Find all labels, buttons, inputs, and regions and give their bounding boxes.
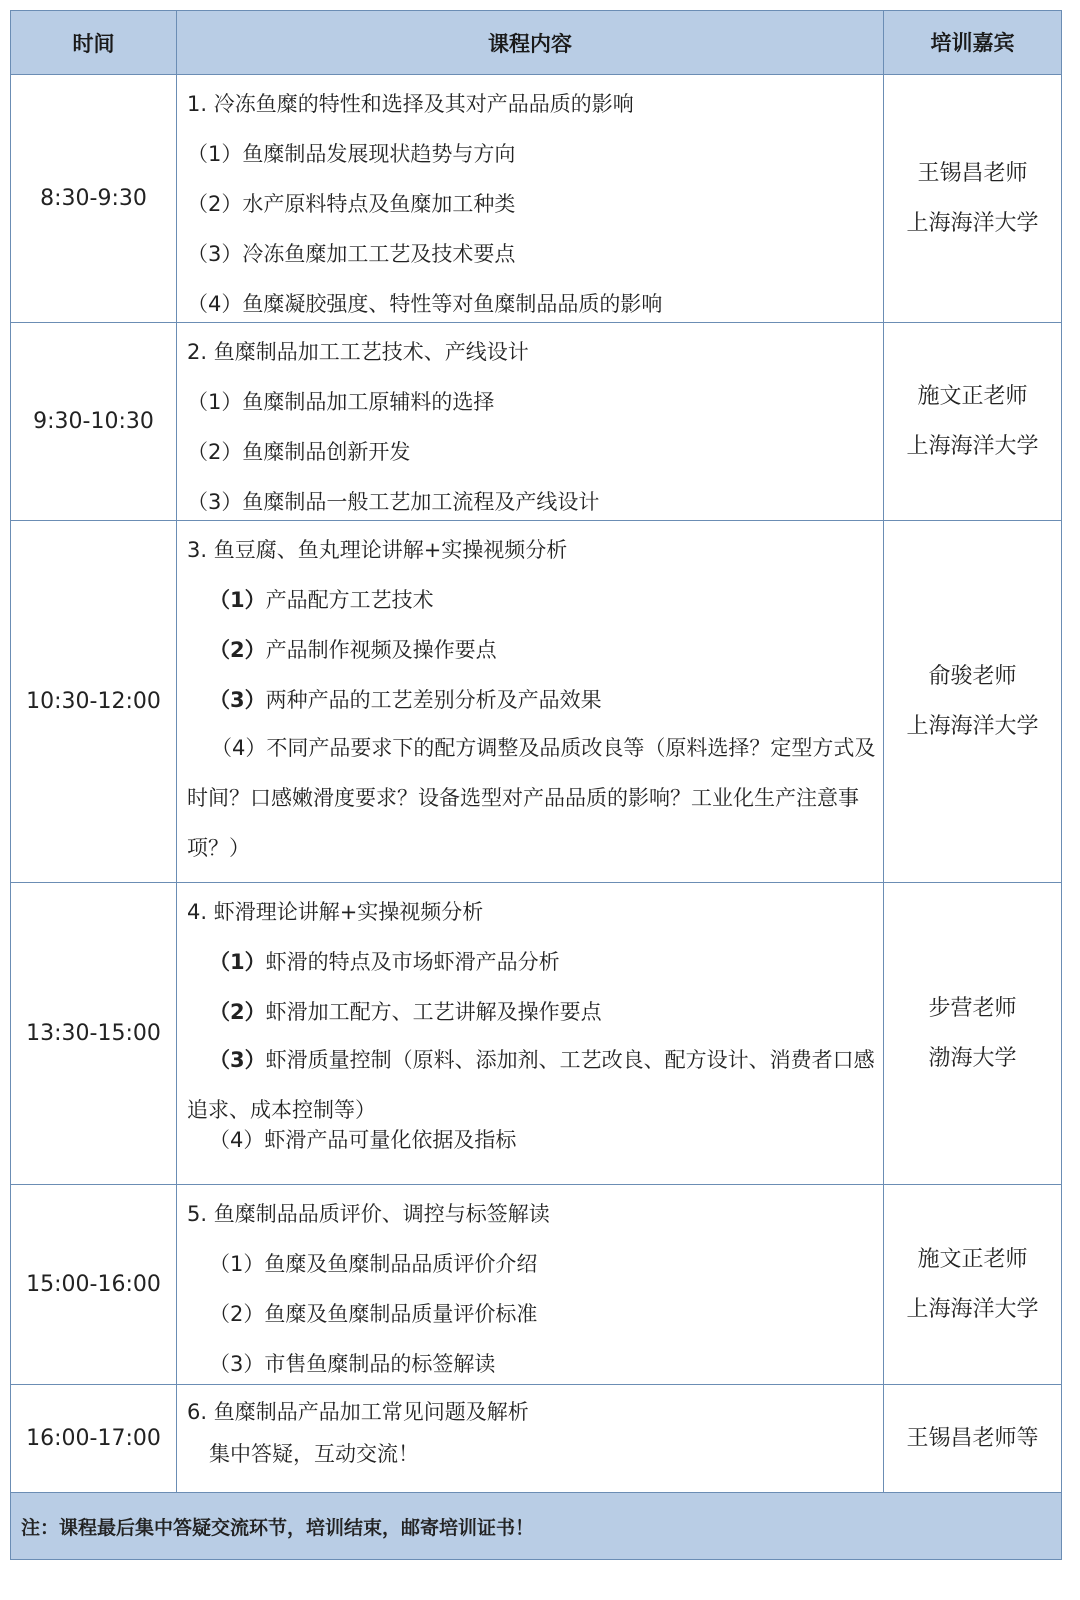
guest-name: 王锡昌老师 bbox=[917, 160, 1028, 186]
session-item: （2）鱼糜制品创新开发 bbox=[187, 440, 411, 464]
session-content bbox=[177, 1385, 884, 1492]
session-time: 13:30-15:00 bbox=[11, 883, 177, 1184]
session-item: （2）鱼糜及鱼糜制品质量评价标准 bbox=[209, 1302, 538, 1326]
session-content bbox=[177, 883, 884, 1184]
item-text: 虾滑加工配方、工艺讲解及操作要点 bbox=[265, 1000, 602, 1024]
session-time: 16:00-17:00 bbox=[11, 1385, 177, 1492]
table-row bbox=[11, 521, 1061, 883]
session-title: 3. 鱼豆腐、鱼丸理论讲解+实操视频分析 bbox=[187, 538, 568, 562]
session-time: 10:30-12:00 bbox=[11, 521, 177, 882]
table-header bbox=[11, 11, 1061, 75]
session-title: 1. 冷冻鱼糜的特性和选择及其对产品品质的影响 bbox=[187, 92, 634, 116]
session-item: （3）冷冻鱼糜加工工艺及技术要点 bbox=[187, 242, 516, 266]
session-title: 2. 鱼糜制品加工工艺技术、产线设计 bbox=[187, 340, 529, 364]
item-number: （3） bbox=[209, 1048, 266, 1072]
table-row bbox=[11, 1185, 1061, 1385]
session-item: （3）鱼糜制品一般工艺加工流程及产线设计 bbox=[187, 490, 600, 514]
header-content: 课程内容 bbox=[177, 11, 884, 74]
session-time: 8:30-9:30 bbox=[11, 75, 177, 322]
session-content bbox=[177, 521, 884, 882]
session-title: 5. 鱼糜制品品质评价、调控与标签解读 bbox=[187, 1202, 550, 1226]
session-content bbox=[177, 75, 884, 322]
guest-affiliation: 上海海洋大学 bbox=[906, 1296, 1039, 1322]
session-time: 9:30-10:30 bbox=[11, 323, 177, 520]
table-row bbox=[11, 1385, 1061, 1493]
guest-affiliation: 上海海洋大学 bbox=[906, 210, 1039, 236]
table-row bbox=[11, 323, 1061, 521]
guest-name: 俞骏老师 bbox=[928, 663, 1017, 689]
session-item: （4）鱼糜凝胶强度、特性等对鱼糜制品品质的影响 bbox=[187, 292, 663, 316]
session-title: 6. 鱼糜制品产品加工常见问题及解析 bbox=[187, 1400, 529, 1424]
session-guest bbox=[884, 883, 1061, 1184]
item-number: （3） bbox=[209, 688, 266, 712]
item-text: 虾滑质量控制（原料、添加剂、工艺改良、配方设计、消费者口感追求、成本控制等） bbox=[187, 1048, 875, 1122]
footer-note: 注：课程最后集中答疑交流环节，培训结束，邮寄培训证书！ bbox=[11, 1493, 1061, 1559]
session-guest bbox=[884, 323, 1061, 520]
session-item: （4）虾滑产品可量化依据及指标 bbox=[209, 1128, 517, 1152]
item-number: （1） bbox=[209, 950, 266, 974]
session-title: 4. 虾滑理论讲解+实操视频分析 bbox=[187, 900, 484, 924]
header-guest: 培训嘉宾 bbox=[930, 30, 1015, 55]
guest-name: 施文正老师 bbox=[917, 1246, 1028, 1272]
item-number: （2） bbox=[209, 1000, 266, 1024]
item-text: 虾滑的特点及市场虾滑产品分析 bbox=[265, 950, 560, 974]
session-item: （1）鱼糜及鱼糜制品品质评价介绍 bbox=[209, 1252, 538, 1276]
guest-name: 步营老师 bbox=[928, 995, 1017, 1021]
session-item: （2）水产原料特点及鱼糜加工种类 bbox=[187, 192, 516, 216]
session-item bbox=[187, 1035, 883, 1135]
session-item bbox=[187, 585, 883, 635]
session-content bbox=[177, 323, 884, 520]
guest-affiliation: 渤海大学 bbox=[928, 1045, 1017, 1071]
session-item bbox=[187, 635, 883, 685]
guest-affiliation: 上海海洋大学 bbox=[906, 713, 1039, 739]
session-item: 集中答疑，互动交流！ bbox=[209, 1442, 419, 1466]
table-row bbox=[11, 75, 1061, 323]
item-number: （2） bbox=[209, 638, 266, 662]
session-guest bbox=[884, 1185, 1061, 1384]
header-time: 时间 bbox=[11, 11, 177, 74]
session-item: （1）鱼糜制品加工原辅料的选择 bbox=[187, 390, 495, 414]
session-content bbox=[177, 1185, 884, 1384]
guest-affiliation: 上海海洋大学 bbox=[906, 433, 1039, 459]
session-item: （1）鱼糜制品发展现状趋势与方向 bbox=[187, 142, 516, 166]
item-number: （1） bbox=[209, 588, 266, 612]
session-guest bbox=[884, 75, 1061, 322]
session-guest bbox=[884, 1385, 1061, 1492]
table-row bbox=[11, 883, 1061, 1185]
item-text: 产品制作视频及操作要点 bbox=[265, 638, 497, 662]
guest-name: 王锡昌老师等 bbox=[906, 1425, 1039, 1451]
session-guest bbox=[884, 521, 1061, 882]
item-text: 产品配方工艺技术 bbox=[265, 588, 434, 612]
item-text: 两种产品的工艺差别分析及产品效果 bbox=[265, 688, 602, 712]
schedule-table bbox=[10, 10, 1062, 1560]
guest-name: 施文正老师 bbox=[917, 383, 1028, 409]
session-item: （3）市售鱼糜制品的标签解读 bbox=[209, 1352, 496, 1376]
session-item bbox=[187, 947, 883, 997]
session-time: 15:00-16:00 bbox=[11, 1185, 177, 1384]
session-item: （4）不同产品要求下的配方调整及品质改良等（原料选择？定型方式及时间？口感嫩滑度要求？设备选型对产品品质的影响？工业化生产注意事项？） bbox=[187, 736, 876, 860]
